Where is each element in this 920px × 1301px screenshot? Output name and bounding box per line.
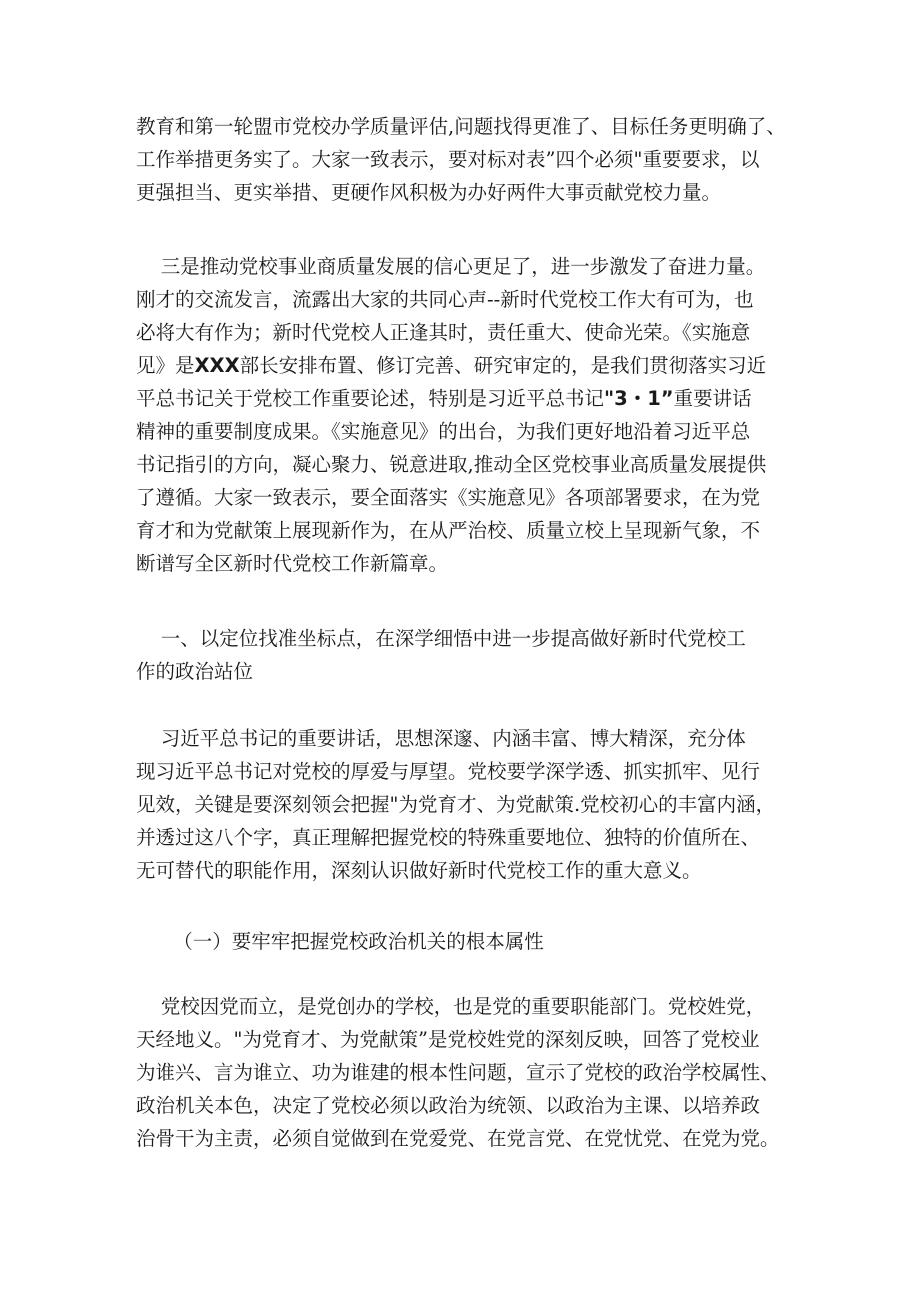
text-line: 三是推动党校事业商质量发展的信心更足了，进一步激发了奋进力量。 [136, 255, 766, 278]
paragraph-3 [136, 722, 794, 887]
text-line: 治骨干为主责，必须自觉做到在党爱党、在党言党、在党忧党、在党为党。 [136, 1127, 780, 1150]
heading-line: 一、以定位找准坐标点，在深学细悟中进一步提高做好新时代党校工 [136, 627, 746, 650]
text-line: 政治机关本色，决定了党校必须以政治为统领、以政治为主课、以培养政 [136, 1094, 761, 1117]
text-line: 现习近平总书记对党校的厚爱与厚望。党校要学深学透、抓实抓牢、见行 [136, 760, 761, 783]
bold-name-text: XXX [194, 354, 240, 377]
text-line [136, 382, 794, 415]
text-line: 刚才的交流发言，流露出大家的共同心声--新时代党校工作大有可为，也 [136, 288, 754, 311]
paragraph-2 [136, 250, 794, 580]
text-segment: 平总书记关于党校工作重要论述，特别是习近平总书记 [136, 387, 605, 410]
text-line: 必将大有作为；新时代党校人正逢其时，责任重大、使命光荣。《实施意 [136, 321, 751, 344]
text-line [136, 349, 794, 382]
text-line: 教育和第一轮盟市党校办学质量评估,问题找得更准了、目标任务更明确了、 [136, 115, 786, 138]
text-line: 无可替代的职能作用，深刻认识做好新时代党校工作的重大意义。 [136, 859, 702, 882]
section-heading-1 [136, 622, 794, 688]
text-line: 更强担当、更实举措、更硬作风积极为办好两件大事贡献党校力量。 [136, 181, 722, 204]
text-line: 为谁兴、言为谁立、功为谁建的根本性问题，宣示了党校的政治学校属性、 [136, 1061, 780, 1084]
text-segment: 重要讲话 [673, 387, 752, 410]
text-line: 育才和为党献策上展现新作为，在从严治校、质量立校上呈现新气象，不 [136, 519, 761, 542]
heading-line: （一）要牢牢把握党校政治机关的根本属性 [136, 930, 544, 953]
text-line: 了遵循。大家一致表示，要全面落实《实施意见》各项部署要求，在为党 [136, 486, 761, 509]
text-line: 断谱写全区新时代党校工作新篇章。 [136, 552, 449, 575]
section-heading-2 [136, 925, 794, 958]
text-segment: 部长安排布置、修订完善、研究审定的，是我们贯彻落实习近 [239, 354, 767, 377]
text-line: 书记指引的方向，凝心聚力、锐意进取,推动全区党校事业高质量发展提供 [136, 453, 767, 476]
text-line: 天经地义。"为党育才、为党献策”是党校姓党的深刻反映，回答了党校业 [136, 1028, 760, 1051]
text-line: 见效，关键是要深刻领会把握"为党育才、为党献策.党校初心的丰富内涵， [136, 793, 776, 816]
text-segment: 见》是 [136, 354, 195, 377]
bold-date-text: "3・1” [604, 387, 674, 410]
text-line: 党校因党而立，是党创办的学校，也是党的重要职能部门。党校姓党， [136, 995, 766, 1018]
paragraph-4 [136, 990, 794, 1155]
text-line: 工作举措更务实了。大家一致表示，要对标对表”四个必须"重要要求，以 [136, 148, 760, 171]
text-line: 习近平总书记的重要讲话，思想深邃、内涵丰富、博大精深，充分体 [136, 727, 746, 750]
text-line: 并透过这八个字，真正理解把握党校的特殊重要地位、独特的价值所在、 [136, 826, 761, 849]
paragraph-1 [136, 110, 794, 209]
text-line: 精神的重要制度成果。《实施意见》的出台，为我们更好地沿着习近平总 [136, 420, 751, 443]
heading-line: 作的政治站位 [136, 660, 254, 683]
